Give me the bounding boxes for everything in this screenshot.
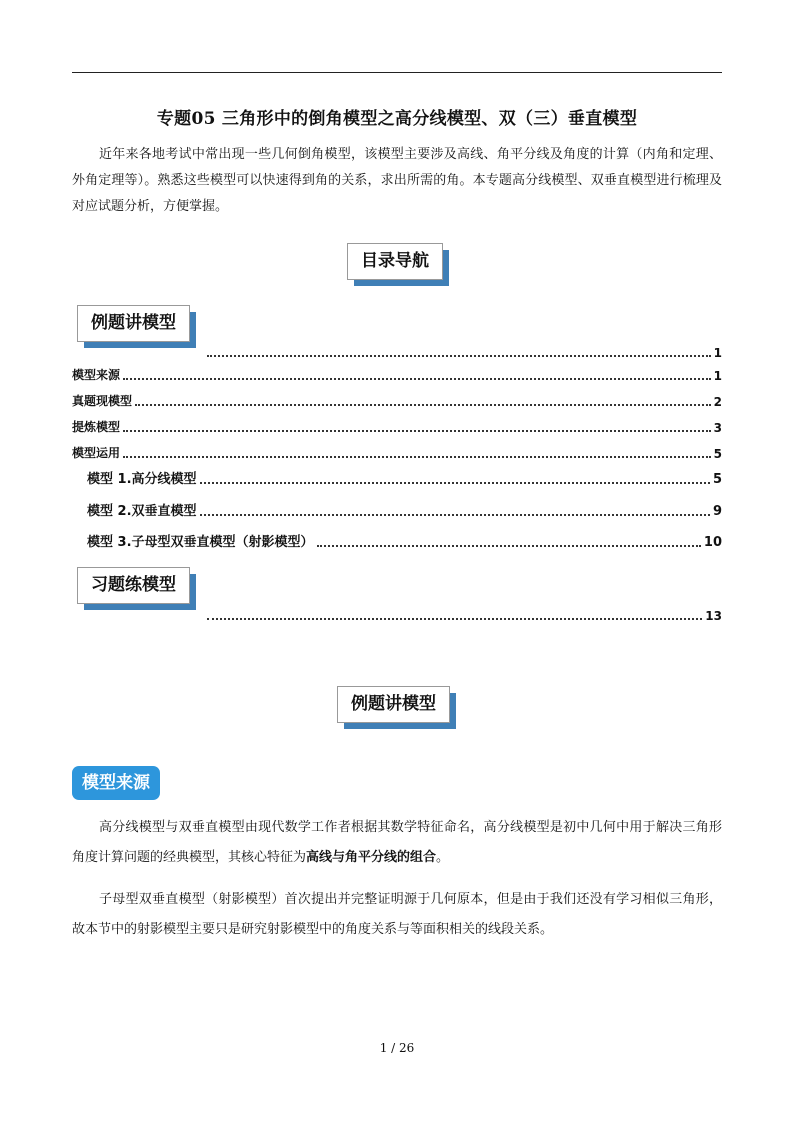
toc-entry[interactable] bbox=[87, 469, 722, 487]
header-rule bbox=[72, 72, 722, 73]
paragraph-model-origin bbox=[72, 813, 722, 873]
toc-entry-page: 1 bbox=[713, 369, 722, 383]
toc-entry[interactable] bbox=[87, 501, 722, 519]
toc-entry[interactable] bbox=[72, 391, 722, 409]
page-number: 1 / 26 bbox=[379, 1041, 415, 1055]
model-source-tag: 模型来源 bbox=[72, 766, 160, 800]
toc-leader bbox=[123, 378, 711, 380]
toc-leader bbox=[317, 545, 701, 547]
emphasized-text: 高线与角平分线的组合 bbox=[306, 850, 437, 865]
toc-entry-page: 1 bbox=[713, 346, 722, 360]
toc-leader bbox=[207, 355, 711, 357]
paragraph-text: 高分线模型与双垂直模型由现代数学工作者根据其数学特征命名，高分线模型是初中几何中用于解决三角形角度计算问题的经典模型，其核心特征为 bbox=[72, 820, 722, 865]
toc-entry-label: 真题现模型 bbox=[72, 394, 133, 408]
toc-entry-page: 3 bbox=[713, 421, 722, 435]
toc-entry-label: 模型 1.高分线模型 bbox=[87, 472, 197, 487]
section-heading-examples: 例题讲模型 bbox=[337, 686, 450, 723]
intro-paragraph: 近年来各地考试中常出现一些几何倒角模型，该模型主要涉及高线、角平分线及角度的计算（内角和定理、外角定理等）。熟悉这些模型可以快速得到角的关系，求出所需的角。本专题高分线模型、双垂直模型进行梳理及对应试题分析，方便掌握。 bbox=[72, 147, 722, 214]
toc-entry-label: 模型来源 bbox=[72, 368, 121, 382]
toc-entry-page: 9 bbox=[712, 504, 722, 519]
toc-entry-page: 5 bbox=[712, 472, 722, 487]
toc-entry-page: 2 bbox=[713, 395, 722, 409]
toc-section-examples[interactable]: 例题讲模型 bbox=[77, 305, 190, 342]
toc-leader bbox=[207, 618, 702, 620]
toc-entry-label: 模型 3.子母型双垂直模型（射影模型） bbox=[87, 535, 314, 550]
toc-entry[interactable] bbox=[204, 342, 722, 360]
toc-entry[interactable] bbox=[72, 365, 722, 383]
toc-entry-label: 模型 2.双垂直模型 bbox=[87, 504, 197, 519]
paragraph-text: 。 bbox=[436, 850, 450, 865]
toc-entry-page: 13 bbox=[705, 609, 722, 623]
toc-entry[interactable] bbox=[204, 605, 722, 623]
toc-leader bbox=[135, 404, 711, 406]
page-title: 专题05 三角形中的倒角模型之高分线模型、双（三）垂直模型 bbox=[156, 109, 638, 129]
toc-heading: 目录导航 bbox=[347, 243, 443, 280]
toc-entry-label: 模型运用 bbox=[72, 446, 121, 460]
toc-entry-page: 10 bbox=[703, 535, 722, 550]
toc-leader bbox=[200, 482, 710, 484]
toc-entry[interactable] bbox=[72, 417, 722, 435]
toc-entry[interactable] bbox=[87, 532, 722, 550]
toc-entry-page: 5 bbox=[713, 447, 722, 461]
toc-section-exercises[interactable]: 习题练模型 bbox=[77, 567, 190, 604]
toc-leader bbox=[123, 430, 711, 432]
toc-entry-label: 提炼模型 bbox=[72, 420, 121, 434]
toc-leader bbox=[123, 456, 711, 458]
toc-leader bbox=[200, 514, 710, 516]
toc-entry[interactable] bbox=[72, 443, 722, 461]
paragraph-projection-model: 子母型双垂直模型（射影模型）首次提出并完整证明源于几何原本，但是由于我们还没有学习相似三角形，故本节中的射影模型主要只是研究射影模型中的角度关系与等面积相关的线段关系。 bbox=[72, 892, 722, 937]
